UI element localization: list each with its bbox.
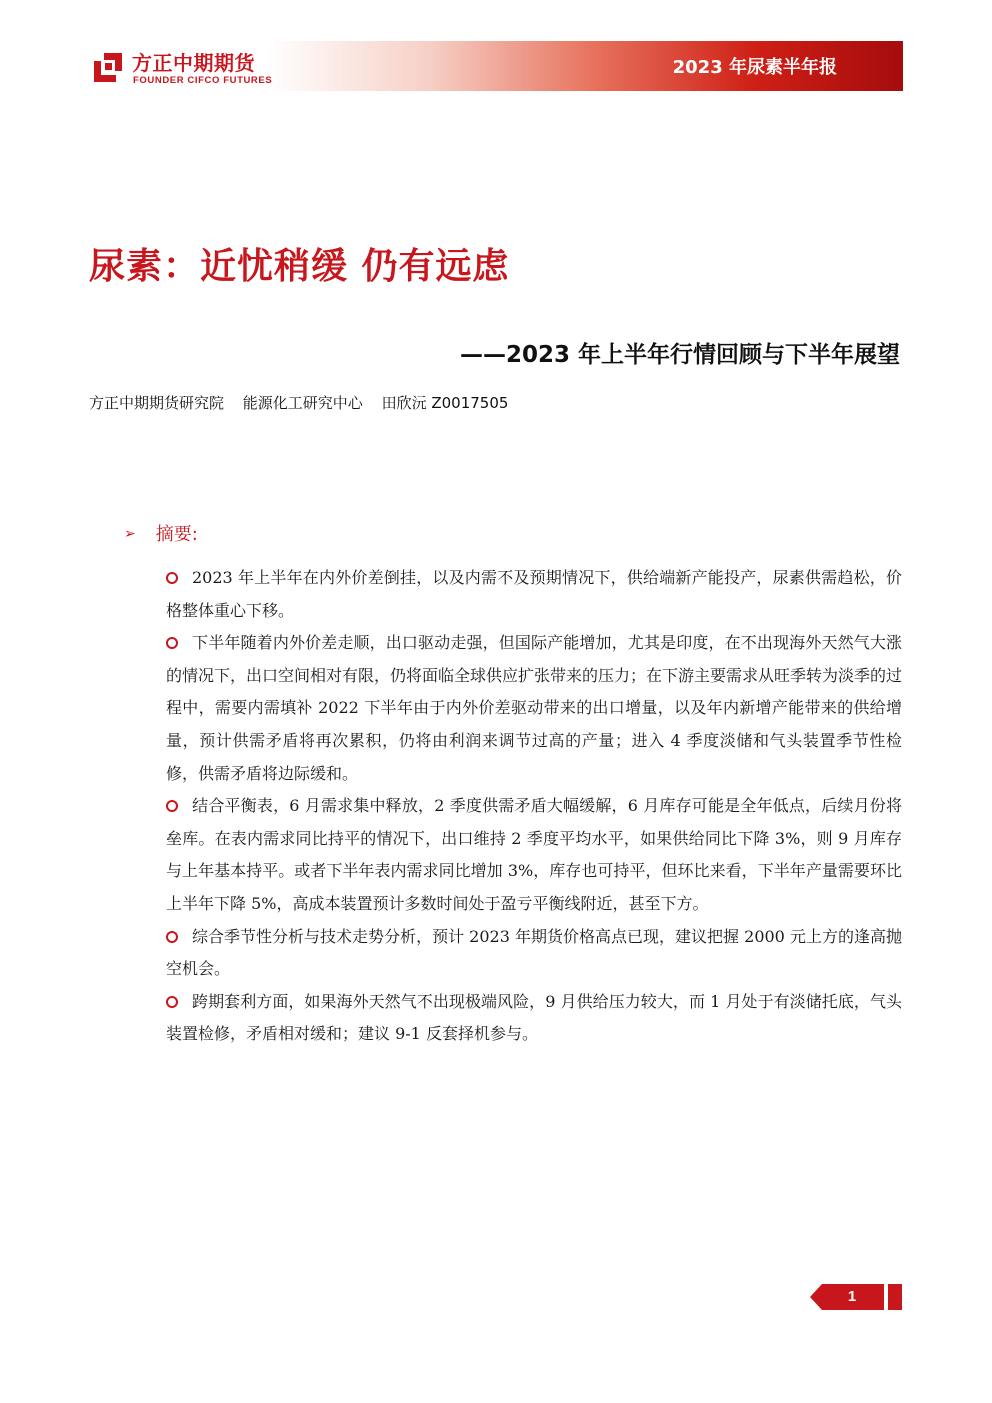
- summary-item-text: 2023 年上半年在内外价差倒挂，以及内需不及预期情况下，供给端新产能投产，尿素供需趋松，价格整体重心下移。: [166, 568, 902, 620]
- summary-heading-label: 摘要:: [155, 524, 198, 545]
- report-name: 2023 年尿素半年报: [672, 57, 837, 78]
- page-number-bar: [888, 1284, 902, 1310]
- page-subtitle: ——2023 年上半年行情回顾与下半年展望: [459, 342, 900, 368]
- summary-item-text: 综合季节性分析与技术走势分析，预计 2023 年期货价格高点已现，建议把握 2000 元上方的逢高抛空机会。: [166, 926, 902, 979]
- header-band: [88, 41, 903, 91]
- circle-bullet-icon: [166, 637, 178, 649]
- summary-item: [166, 790, 902, 920]
- author-line: [89, 392, 522, 413]
- research-center: 能源化工研究中心: [242, 394, 363, 412]
- summary-item: [166, 627, 902, 790]
- summary-list: [166, 562, 902, 1051]
- summary-heading: [124, 520, 198, 546]
- logo-mark-icon: [90, 49, 124, 83]
- logo-english-name: FOUNDER CIFCO FUTURES: [133, 75, 273, 86]
- summary-item-text: 结合平衡表，6 月需求集中释放，2 季度供需矛盾大幅缓解，6 月库存可能是全年低点，后续月份将垒库。在表内需求同比持平的情况下，出口维持 2 季度平均水平，如果供给同比下降 3%，则 9 月库存与上年基本持平。或者下半年表内需求同比增加 3%，库存也可持平，但环比来看，下半年产量需要环比上半年下降 5%，高成本装置预计多数时间处于盈亏平衡线附近，甚至下方。: [166, 796, 902, 913]
- summary-item-text: 下半年随着内外价差走顺，出口驱动走强，但国际产能增加，尤其是印度，在不出现海外天然气大涨的情况下，出口空间相对有限，仍将面临全球供应扩张带来的压力；在下游主要需求从旺季转为淡季的过程中，需要内需填补 2022 下半年由于内外价差驱动带来的出口增量，以及年内新增产能带来的供给增量，预计供需矛盾将再次累积，仍将由利润来调节过高的产量；进入 4 季度淡储和气头装置季节性检修，供需矛盾将边际缓和。: [166, 633, 903, 783]
- circle-bullet-icon: [166, 996, 178, 1008]
- chevron-right-icon: ➢: [124, 526, 136, 542]
- summary-item: [166, 562, 902, 627]
- circle-bullet-icon: [166, 800, 178, 812]
- logo-chinese-name: 方正中期期货: [132, 51, 255, 75]
- summary-item: [166, 986, 902, 1051]
- page-title: 尿素：近忧稍缓 仍有远虑: [89, 246, 510, 287]
- research-institute: 方正中期期货研究院: [89, 394, 225, 412]
- company-logo: [88, 45, 298, 89]
- analyst-name-id: 田欣沅 Z0017505: [381, 394, 509, 412]
- circle-bullet-icon: [166, 931, 178, 943]
- summary-item-text: 跨期套利方面，如果海外天然气不出现极端风险，9 月供给压力较大，而 1 月处于有淡储托底，气头装置检修，矛盾相对缓和；建议 9-1 反套择机参与。: [166, 991, 902, 1044]
- circle-bullet-icon: [166, 572, 178, 584]
- summary-item: [166, 921, 902, 986]
- page-number: 1: [847, 1288, 857, 1305]
